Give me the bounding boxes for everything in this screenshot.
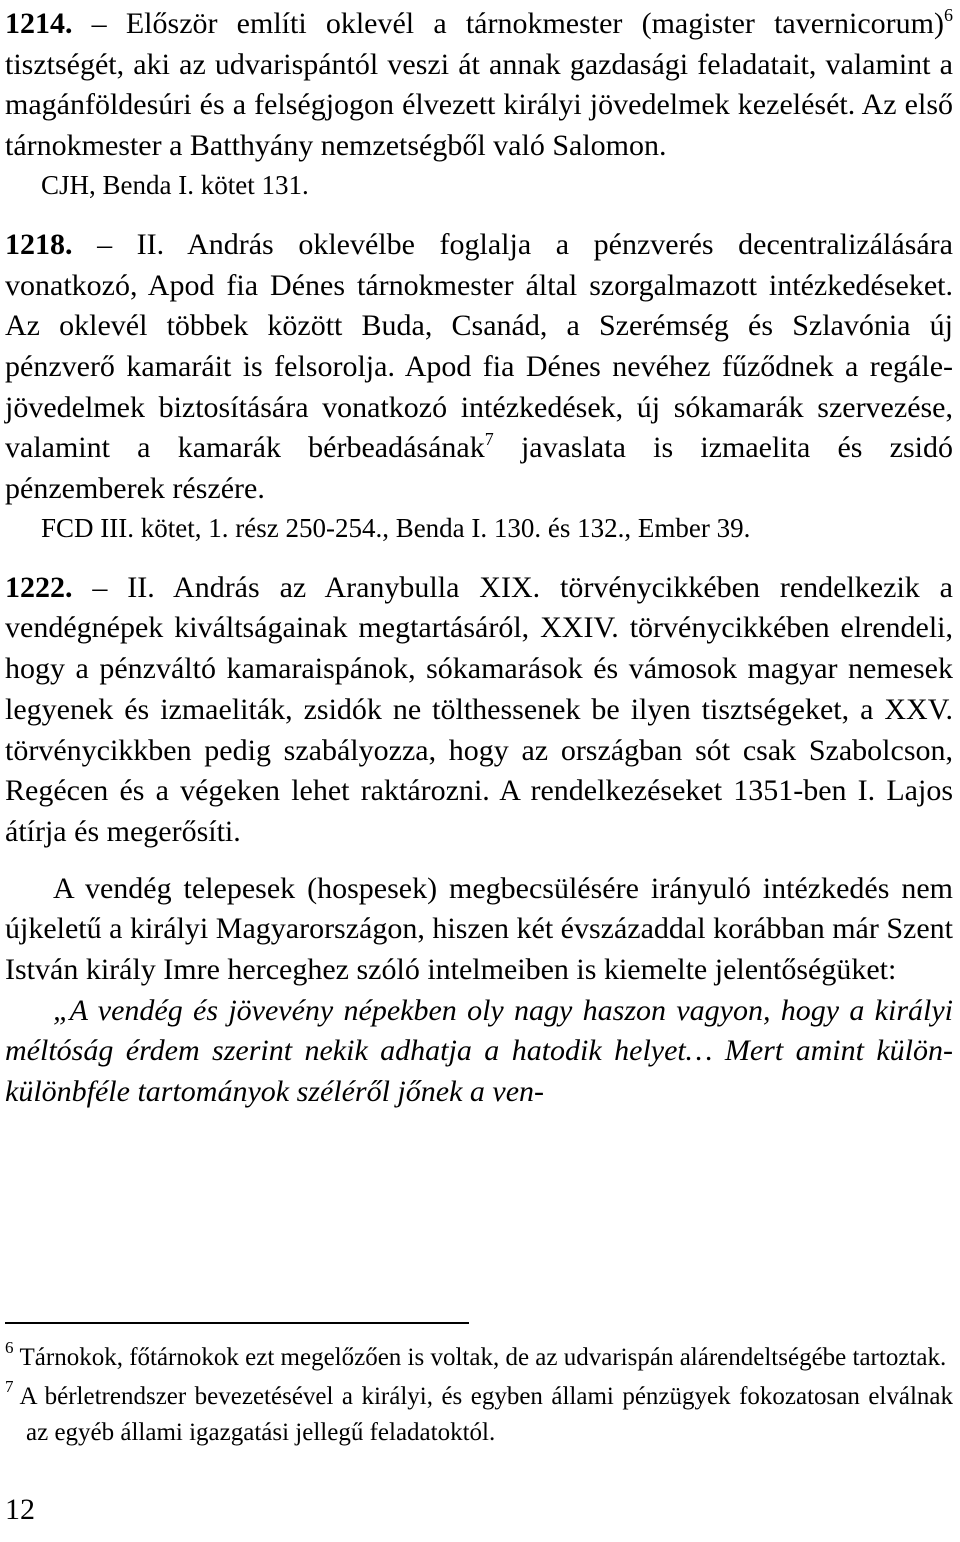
footnote-number: 7 — [5, 1377, 14, 1396]
page-number: 12 — [5, 1493, 35, 1526]
entry-text-cont: tisztségét, aki az udvarispántól veszi át annak gazdasági feladatait, valamint a magánföldesúri és a felségjogon élvezett királyi jövedelmek kezelését. Az első tárnokmester a Batthyány nemzetségből való Salomon. — [5, 47, 953, 163]
body-paragraph: A vendég telepesek (hospesek) megbecsülésére irányuló intézkedés nem újkeletű a királyi Magyarországon, hiszen két évszázaddal korábban már Szent István király Imre herceghez szóló intelmeiben is kiemelte jelentőségüket: — [5, 871, 953, 987]
entry-1214 — [5, 4, 953, 167]
quote-paragraph: „A vendég és jövevény népekben oly nagy haszon vagyon, hogy a királyi méltóság érdem szerint nekik adhatja a hatodik helyet… Mert amint külön-különbféle tartományok széléről jőnek a ven- — [5, 993, 953, 1109]
footnote-number: 6 — [5, 1338, 14, 1357]
entry-source: CJH, Benda I. kötet 131. — [41, 169, 309, 200]
main-text — [5, 4, 953, 1113]
entry-text: – II. András az Aranybulla XIX. törvénycikkében rendelkezik a vendégnépek kiváltságainak megtartásáról, XXIV. törvénycikkében elrendeli, hogy a pénzváltó kamaraispánok, sókamarások és vámosok magyar nemesek legyenek és izmaeliták, zsidók ne tölthessenek be ilyen tisztségeket, a XXV. törvénycikkben pedig szabályozza, hogy az országban sót csak Szabolcson, Regécen és a végeken lehet raktározni. A rendelkezéseket 1351-ben I. Lajos átírja és megerősíti. — [5, 570, 953, 848]
footnotes — [5, 1340, 953, 1454]
entry-year: 1218. — [5, 227, 73, 261]
footnote-6 — [5, 1340, 953, 1376]
entry-source: FCD III. kötet, 1. rész 250-254., Benda I. 130. és 132., Ember 39. — [41, 512, 751, 543]
entry-year: 1214. — [5, 7, 73, 40]
footnote-ref[interactable]: 7 — [484, 429, 494, 450]
footnote-separator — [5, 1322, 469, 1324]
footnote-text: Tárnokok, főtárnokok ezt megelőzően is voltak, de az udvarispán alárendeltségébe tartoztak. — [19, 1344, 947, 1371]
entry-text: – Először említi oklevél a tárnokmester (magister tavernicorum) — [72, 7, 944, 40]
footnote-ref[interactable]: 6 — [944, 5, 953, 25]
entry-year: 1222. — [5, 570, 73, 604]
footnote-7 — [5, 1379, 953, 1451]
footnote-text: A bérletrendszer bevezetésével a királyi, és egyben állami pénzügyek fokozatosan elválnak az egyéb állami igazgatási jellegű feladatoktól. — [19, 1383, 953, 1446]
entry-text-cont: javaslata is izmaelita és zsidó pénzemberek részére. — [5, 431, 953, 506]
entry-text: – II. András oklevélbe foglalja a pénzverés decentralizálására vonatkozó, Apod fia Dénes tárnokmester által szorgalmazott intézkedéseket. Az oklevél többek között Buda, Csanád, a Szerémség és Szlavónia új pénzverő kamaráit is felsorolja. Apod fia Dénes nevéhez fűződnek a regále-jövedelmek biztosítására vonatkozó intézkedések, új sókamarák szervezése, valamint a kamarák bérbeadásának — [5, 227, 953, 465]
entry-1218 — [5, 225, 953, 510]
entry-1222 — [5, 568, 953, 853]
